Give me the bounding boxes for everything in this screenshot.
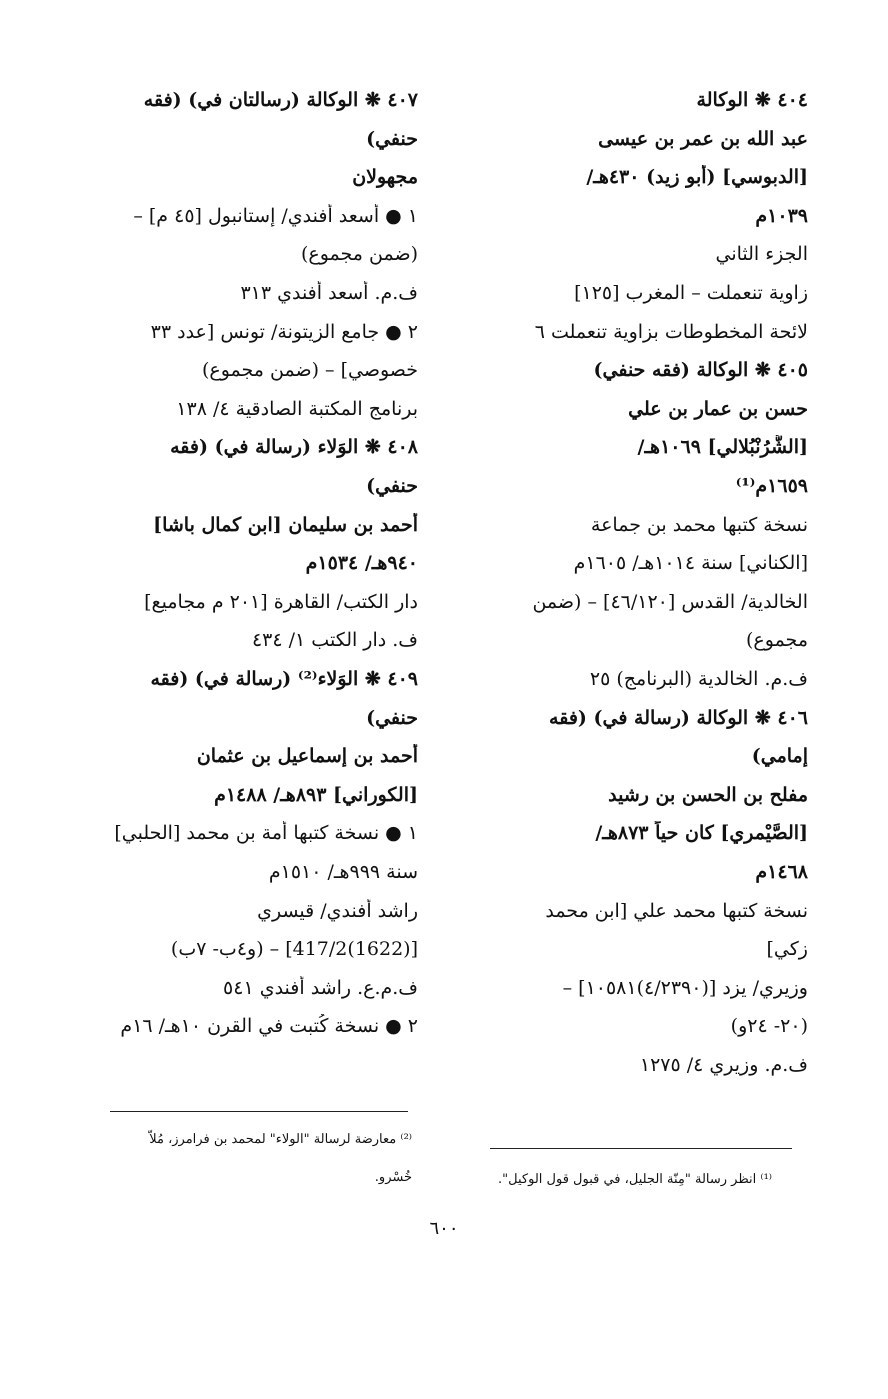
text-line: ٤٠٦ ❋ الوكالة (رسالة في) (فقه — [549, 706, 808, 729]
text-line: ف.م. أسعد أفندي ٣١٣ — [240, 282, 418, 304]
text-line: ٤٠٨ ❋ الوَلاء (رسالة في) (فقه — [170, 436, 418, 459]
text-line: إمامي) — [751, 745, 808, 768]
text-line: حنفي) — [366, 706, 418, 729]
text-line: [الصَّيْمري] كان حياً ٨٧٣هـ/ — [595, 822, 808, 845]
text-line: حسن بن عمار بن علي — [628, 397, 808, 420]
text-line: [الكوراني] ٨٩٣هـ/ ١٤٨٨م — [214, 783, 418, 806]
text-line: الجزء الثاني — [715, 243, 808, 266]
text-line: نسخة كتبها محمد علي [ابن محمد — [545, 899, 808, 922]
text-line: برنامج المكتبة الصادقية ٤/ ١٣٨ — [176, 397, 418, 420]
text-line: أحمد بن سليمان [ابن كمال باشا] — [153, 513, 418, 536]
text-line: ١ ● أسعد أفندي/ إستانبول [٤٥ م] – — [133, 204, 418, 227]
text-line: ٩٤٠هـ/ ١٥٣٤م — [305, 552, 418, 575]
text-line: راشد أفندي/ قيسري — [257, 899, 418, 922]
text-line: وزيري/ يزد [(٤/٢٣٩٠)١٠٥٨١] – — [562, 976, 808, 999]
footnote-left-line-1: ⁽²⁾ معارضة لرسالة "الولاء" لمحمد بن فرامرز، مُلاّ — [149, 1132, 412, 1147]
page-number: ٦٠٠ — [429, 1218, 459, 1239]
text-line: [(1622)417/2] – (و٤ب- ٧ب) — [170, 938, 418, 961]
text-line: [الشُّرُنْبُلالي] ١٠٦٩هـ/ — [637, 436, 808, 459]
text-line: دار الكتب/ القاهرة [٢٠١ م مجاميع] — [144, 590, 418, 613]
text-line: زاوية تنعملت – المغرب [١٢٥] — [574, 282, 808, 304]
footnote-rule-left — [110, 1111, 408, 1112]
text-line: ١٦٥٩م⁽¹⁾ — [735, 475, 808, 497]
text-line: خصوصي] – (ضمن مجموع) — [201, 359, 418, 382]
text-line: الخالدية/ القدس [٤٦/١٢٠] – (ضمن — [532, 590, 808, 613]
footnote-right: ⁽¹⁾ انظر رسالة "مِنّة الجليل، في قبول قول الوكيل". — [498, 1172, 772, 1187]
text-line: عبد الله بن عمر بن عيسى — [598, 127, 808, 150]
text-line: ١٤٦٨م — [755, 861, 808, 883]
text-line: (ضمن مجموع) — [300, 243, 418, 266]
text-line: مجهولان — [352, 166, 418, 189]
footnote-rule-right — [490, 1148, 792, 1149]
text-line: (٢٠- ٢٤و) — [730, 1015, 808, 1038]
text-line: ٤٠٥ ❋ الوكالة (فقه حنفي) — [593, 359, 808, 382]
text-line: [الدبوسي] (أبو زيد) ٤٣٠هـ/ — [586, 166, 808, 189]
text-line: مفلح بن الحسن بن رشيد — [608, 783, 808, 806]
text-line: سنة ٩٩٩هـ/ ١٥١٠م — [268, 861, 418, 883]
text-line: حنفي) — [366, 475, 418, 497]
text-line: مجموع) — [746, 629, 808, 652]
text-line: زكي] — [766, 938, 808, 961]
text-line: ٤٠٧ ❋ الوكالة (رسالتان في) (فقه — [143, 89, 418, 111]
text-line: ف. دار الكتب ١/ ٤٣٤ — [251, 629, 418, 652]
text-line: نسخة كتبها محمد بن جماعة — [590, 513, 808, 536]
text-line: حنفي) — [366, 127, 418, 150]
text-line: ٢ ● جامع الزيتونة/ تونس [عدد ٣٣ — [150, 320, 418, 343]
text-line: [الكناني] سنة ١٠١٤هـ/ ١٦٠٥م — [573, 552, 808, 575]
text-line: لائحة المخطوطات بزاوية تنعملت ٦ — [534, 320, 808, 343]
text-line: أحمد بن إسماعيل بن عثمان — [196, 745, 418, 768]
text-line: ٤٠٤ ❋ الوكالة — [696, 89, 808, 111]
text-line: ف.م. وزيري ٤/ ١٢٧٥ — [639, 1054, 808, 1076]
text-line: ١ ● نسخة كتبها أمة بن محمد [الحلبي] — [114, 822, 418, 845]
text-line: ١٠٣٩م — [755, 204, 808, 227]
text-line: ٢ ● نسخة كُتبت في القرن ١٠هـ/ ١٦م — [120, 1015, 418, 1038]
footnote-left-line-2: خُسْرو. — [374, 1170, 412, 1185]
text-line: ف.م. الخالدية (البرنامج) ٢٥ — [589, 668, 808, 690]
text-line: ٤٠٩ ❋ الوَلاء⁽²⁾ (رسالة في) (فقه — [150, 668, 418, 690]
text-line: ف.م.ع. راشد أفندي ٥٤١ — [223, 976, 418, 999]
